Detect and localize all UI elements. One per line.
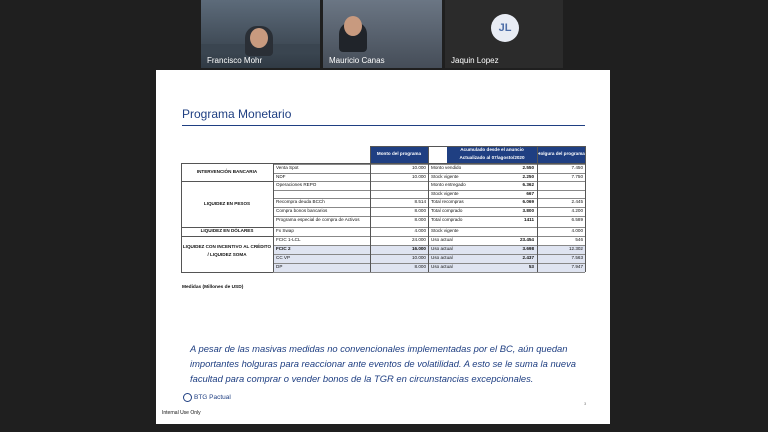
shared-slide [156, 70, 610, 424]
header-holgura: Holgura del programa [537, 146, 585, 163]
header-acumulado-line2: Actualizado al 07/agosto/2020 [459, 154, 525, 160]
group-liquidez-credito-line1: LIQUIDEZ CON INCENTIVO AL CRÉDITO [182, 244, 272, 249]
table-cell-holgura: 4.000 [571, 228, 583, 233]
table-cell-value: 6.069 [522, 199, 534, 204]
participant-avatar: JL [491, 14, 519, 42]
table-cell-metric: Monto entregado [431, 182, 466, 187]
header-monto: Monto del programa [370, 146, 428, 163]
group-liquidez-dolares: LIQUIDEZ EN DÓLARES [200, 228, 254, 234]
table-cell-value: 2.437 [522, 255, 534, 260]
participant-tile-1[interactable] [201, 0, 320, 68]
table-column-line [181, 163, 182, 272]
table-cell-value: 2.250 [522, 173, 534, 179]
participant-tile-2[interactable] [323, 0, 442, 68]
btg-logo-text: BTG Pactual [194, 394, 231, 401]
table-cell-monto: 4.000 [414, 228, 426, 233]
table-cell-holgura: 7.947 [571, 264, 583, 269]
table-cell-instrument: Fx Swap [276, 228, 294, 233]
table-cell-metric: Total comprado [431, 216, 463, 222]
slide-page-number: 3 [584, 401, 587, 406]
table-cell-instrument: Operaciones REPO [276, 182, 317, 187]
table-cell-metric: Uso actual [431, 264, 453, 269]
table-cell-instrument: CC VP [276, 255, 291, 260]
table-cell-value: 23.454 [519, 237, 534, 242]
table-cell-value: 1411 [524, 216, 534, 222]
header-acumulado [447, 146, 537, 163]
table-cell-value: 667 [526, 190, 534, 196]
table-cell-instrument: FCIC 1-LCL [276, 237, 301, 242]
table-gridline [370, 146, 585, 147]
table-cell-value: 3.698 [522, 246, 534, 251]
table-cell-monto: 8.000 [414, 207, 426, 213]
group-liquidez-credito [181, 236, 273, 272]
table-cell-metric: Stock vigente [431, 173, 459, 179]
table-cell-monto: 10.000 [411, 173, 426, 179]
participant-face [344, 16, 362, 36]
slide-note: A pesar de las masivas medidas no convencionales implementadas por el BC, aún quedan importantes holguras para reaccionar ante eventos de volatilidad. A esto se le suma la nueva facultad para comprar o vender bonos de la TGR en circunstancias excepcionales. [190, 343, 576, 384]
table-cell-holgura: 7.563 [571, 255, 583, 260]
table-cell-value: 3.800 [522, 207, 534, 213]
table-cell-metric: Monto vendido [431, 165, 462, 170]
header-acumulado-line1: Acumulado desde el anuncio [460, 147, 524, 152]
table-cell-metric: Total comprado [431, 207, 463, 213]
table-cell-metric: Uso actual [431, 255, 453, 260]
table-cell-instrument: DP [276, 264, 283, 269]
table-cell-monto: 10.000 [411, 165, 426, 170]
table-column-line [428, 146, 429, 272]
table-cell-instrument: Programa especial de compra de Activos [276, 216, 360, 222]
table-cell-holgura: 4.200 [571, 207, 583, 213]
table-cell-monto: 8.514 [414, 199, 426, 204]
title-divider [182, 125, 585, 126]
table-cell-metric: Uso actual [431, 237, 453, 242]
table-cell-value: 53 [528, 264, 534, 269]
table-cell-value: 6.362 [522, 182, 534, 187]
group-intervencion: INTERVENCIÓN BANCARIA [196, 169, 258, 175]
table-cell-monto: 8.000 [414, 264, 426, 269]
units-note: Medidas (Millones de USD) [182, 285, 244, 290]
table-column-line [537, 146, 538, 272]
table-column-line [370, 146, 371, 272]
btg-logo-icon [183, 393, 192, 402]
table-cell-monto: 10.000 [411, 255, 426, 260]
table-cell-value: 2.550 [522, 165, 534, 170]
btg-logo [183, 393, 231, 402]
slide-title: Programa Monetario [182, 107, 292, 121]
participant-tile-3[interactable] [445, 0, 563, 68]
table-cell-holgura: 12.302 [568, 246, 583, 251]
table-column-line [585, 146, 586, 272]
group-liquidez-credito-line2: / LIQUIDEZ SOMA [207, 251, 247, 257]
participant-face [250, 28, 268, 48]
table-cell-monto: 16.000 [411, 246, 426, 251]
table-cell-metric: Total recompras [431, 199, 464, 204]
table-cell-metric: Stock vigente [431, 190, 459, 196]
table-cell-monto: 8.000 [414, 216, 426, 222]
table-cell-holgura: 7.450 [571, 165, 583, 170]
table-cell-metric: Uso actual [431, 246, 453, 251]
table-cell-holgura: 7.750 [571, 173, 583, 179]
group-liquidez-pesos: LIQUIDEZ EN PESOS [203, 200, 251, 206]
table-cell-instrument: FCIC 2 [276, 246, 291, 251]
table-cell-instrument: Compra bonos bancarios [276, 207, 328, 213]
table-cell-instrument: NDF [276, 173, 286, 179]
internal-use-label: Internal Use Only [162, 410, 201, 416]
table-cell-holgura: 6.589 [571, 216, 583, 222]
participant-name: Mauricio Canas [329, 56, 385, 65]
table-cell-holgura: 546 [575, 237, 583, 242]
table-cell-holgura: 2.445 [571, 199, 583, 204]
participant-name: Francisco Mohr [207, 56, 263, 65]
table-cell-instrument: Recompra deuda BCCh [276, 199, 325, 204]
table-column-line [273, 163, 274, 272]
table-cell-metric: Stock vigente [431, 228, 459, 233]
participant-name: Jaquin Lopez [451, 56, 499, 65]
table-cell-instrument: Venta Spot [276, 165, 299, 170]
table-cell-monto: 24.000 [411, 237, 426, 242]
